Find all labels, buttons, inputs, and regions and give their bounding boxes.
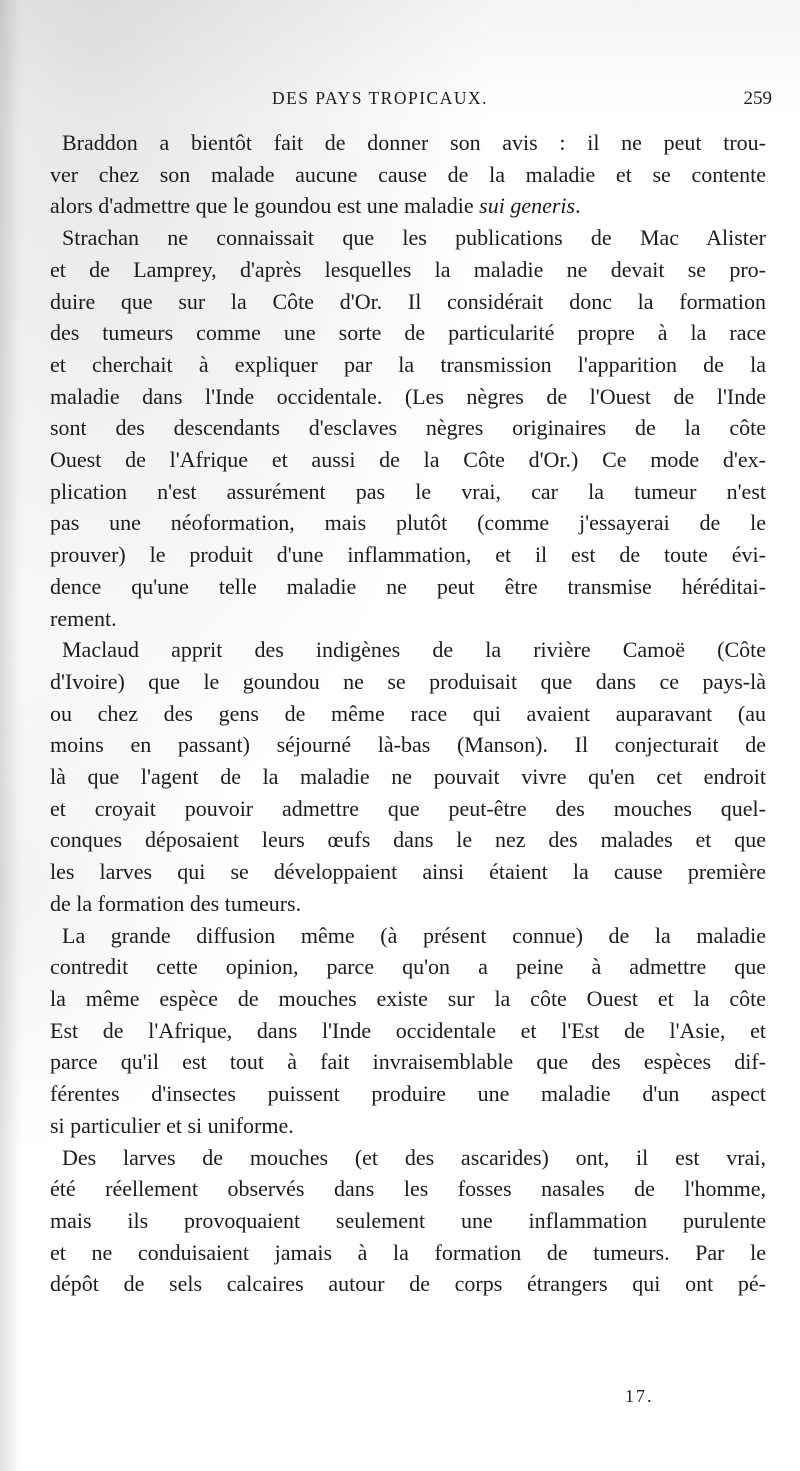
page-number: 259 <box>743 88 772 109</box>
text-line: Des larves de mouches (et des ascarides) ont, il est vrai, <box>62 1144 766 1170</box>
text-line: moins en passant) séjourné là-bas (Manson). Il conjecturait de <box>50 732 766 758</box>
text-line: la même espèce de mouches existe sur la côte Ouest et la côte <box>50 985 766 1011</box>
page-header <box>60 88 772 118</box>
text-line: prouver) le produit d'une inflammation, et il est de toute évi- <box>50 542 766 568</box>
text-line: duire que sur la Côte d'Or. Il considérait donc la formation <box>50 288 766 314</box>
text-line: là que l'agent de la maladie ne pouvait vivre qu'en cet endroit <box>50 764 766 790</box>
text-line: sont des descendants d'esclaves nègres originaires de la côte <box>50 415 766 441</box>
text-line: et ne conduisaient jamais à la formation de tumeurs. Par le <box>50 1239 766 1265</box>
printer-signature-mark: 17. <box>625 1386 654 1406</box>
text-line: La grande diffusion même (à présent connue) de la maladie <box>62 922 766 948</box>
text-line: Ouest de l'Afrique et aussi de la Côte d'Or.) Ce mode d'ex- <box>50 447 766 473</box>
text-line: mais ils provoquaient seulement une inflammation purulente <box>50 1207 766 1233</box>
text-line: été réellement observés dans les fosses nasales de l'homme, <box>50 1176 766 1202</box>
text-line: de la formation des tumeurs. <box>50 890 302 916</box>
running-title: DES PAYS TROPICAUX. <box>271 88 489 108</box>
text-line: alors d'admettre que le goundou est une maladie sui generis. <box>50 193 581 219</box>
text-line: et de Lamprey, d'après lesquelles la maladie ne devait se pro- <box>50 256 766 282</box>
text-line: Strachan ne connaissait que les publications de Mac Alister <box>62 225 766 251</box>
text-line: et croyait pouvoir admettre que peut-être des mouches quel- <box>50 795 766 821</box>
text-line: conques déposaient leurs œufs dans le nez des malades et que <box>50 827 766 853</box>
text-line: des tumeurs comme une sorte de particularité propre à la race <box>50 320 766 346</box>
page-binding-shadow <box>0 0 22 1471</box>
text-line: d'Ivoire) que le goundou ne se produisait que dans ce pays-là <box>50 668 766 694</box>
text-line: Braddon a bientôt fait de donner son avis : il ne peut trou- <box>62 130 766 155</box>
text-line: Maclaud apprit des indigènes de la rivière Camoë (Côte <box>62 637 766 663</box>
body-text <box>50 127 766 1300</box>
text-line: dépôt de sels calcaires autour de corps étrangers qui ont pé- <box>50 1271 766 1297</box>
text-line: pas une néoformation, mais plutôt (comme j'essayerai de le <box>50 510 766 536</box>
text-line: rement. <box>50 605 117 631</box>
italic-term: sui generis <box>479 193 576 219</box>
text-line: si particulier et si uniforme. <box>50 1112 294 1138</box>
text-line: Est de l'Afrique, dans l'Inde occidentale et l'Est de l'Asie, et <box>50 1017 766 1043</box>
text-line: et cherchait à expliquer par la transmission l'apparition de la <box>50 351 766 377</box>
text-line: férentes d'insectes puissent produire une maladie d'un aspect <box>50 1081 766 1107</box>
text-line: plication n'est assurément pas le vrai, car la tumeur n'est <box>50 478 766 504</box>
text-line: parce qu'il est tout à fait invraisemblable que des espèces dif- <box>50 1049 766 1075</box>
text-line: dence qu'une telle maladie ne peut être transmise héréditai- <box>50 573 766 599</box>
text-line: les larves qui se développaient ainsi étaient la cause première <box>50 859 766 885</box>
text-line: ou chez des gens de même race qui avaient auparavant (au <box>50 700 766 726</box>
text-line: ver chez son malade aucune cause de la maladie et se contente <box>50 161 766 187</box>
text-line: maladie dans l'Inde occidentale. (Les nègres de l'Ouest de l'Inde <box>50 383 766 409</box>
text-line: contredit cette opinion, parce qu'on a peine à admettre que <box>50 954 766 980</box>
